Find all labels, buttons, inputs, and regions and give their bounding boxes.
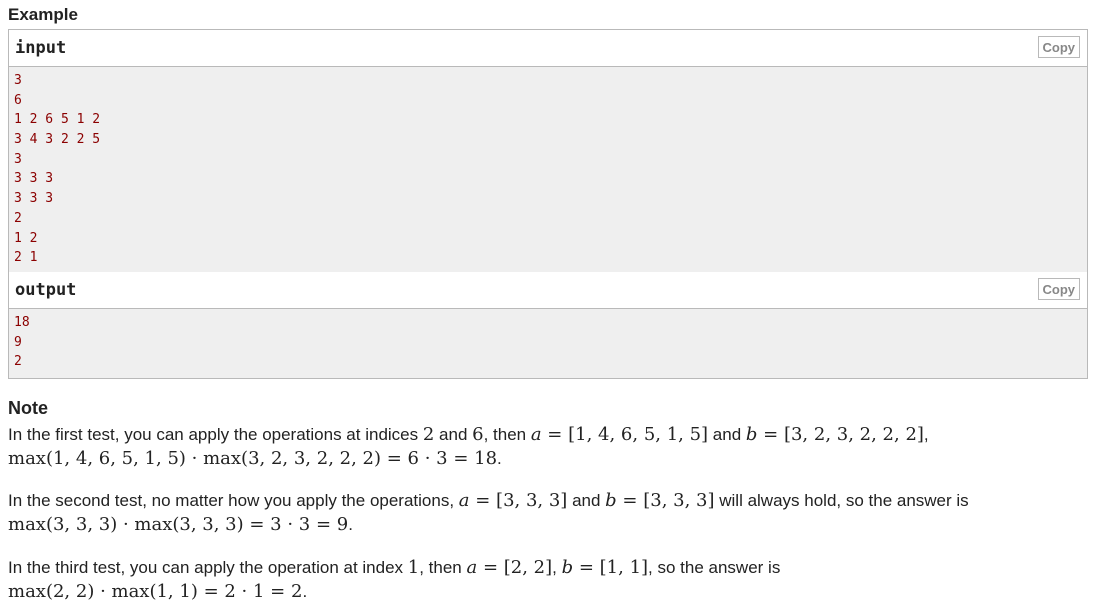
math-value: = [2, 2] [477, 557, 553, 578]
note-p1-line-1 [8, 423, 929, 447]
note-text: In the first test, you can apply the operations at indices [8, 425, 423, 444]
note-text: and [567, 491, 606, 510]
math-value: = [3, 3, 3] [469, 490, 568, 511]
note-text: and [434, 425, 473, 444]
input-line: 6 [14, 92, 22, 108]
note-text: . [302, 582, 308, 601]
note-text: , [552, 558, 562, 577]
input-line: 2 [14, 210, 22, 226]
math-expression: max(3, 3, 3) · max(3, 3, 3) = 3 · 3 = 9 [8, 514, 349, 535]
input-sample-box [8, 29, 1088, 275]
math-variable: a [458, 490, 470, 511]
math-value: = [3, 2, 3, 2, 2, 2] [757, 424, 924, 445]
note-p1-line-2 [8, 447, 929, 471]
note-text: , so the answer is [648, 558, 781, 577]
note-paragraph-2 [8, 489, 969, 537]
copy-output-button[interactable]: Copy [1038, 278, 1081, 300]
output-content [9, 309, 1087, 378]
input-line: 1 2 6 5 1 2 [14, 112, 101, 128]
math-value: = [3, 3, 3] [616, 490, 715, 511]
note-title: Note [8, 398, 48, 418]
math-expression [466, 557, 552, 578]
input-line: 3 [14, 73, 22, 88]
input-line: 2 1 [14, 250, 38, 266]
note-p3-line-2 [8, 580, 780, 604]
input-line: 3 4 3 2 2 5 [14, 132, 101, 148]
math-expression [459, 490, 568, 511]
math-expression [746, 424, 924, 445]
input-line: 3 [14, 151, 22, 167]
note-paragraph-1 [8, 423, 929, 471]
input-line: 1 2 [14, 230, 38, 246]
math-variable: a [530, 424, 542, 445]
math-expression: max(2, 2) · max(1, 1) = 2 · 1 = 2 [8, 581, 303, 602]
output-line: 2 [14, 354, 22, 370]
note-text: and [708, 425, 746, 444]
output-header [9, 272, 1087, 309]
math-variable: a [466, 557, 478, 578]
note-p2-line-1 [8, 489, 969, 513]
output-label: output [15, 280, 77, 300]
math-expression [605, 490, 714, 511]
math-variable: b [745, 424, 758, 445]
note-text: . [348, 515, 353, 534]
output-line: 18 [14, 315, 30, 330]
math-expression [562, 557, 648, 578]
note-text: , then [419, 558, 467, 577]
math-expression: max(1, 4, 6, 5, 1, 5) · max(3, 2, 3, 2, 2, 2) = 6 · 3 = 18 [8, 448, 498, 469]
note-p3-line-1 [8, 556, 780, 580]
math-variable: b [605, 490, 617, 511]
math-value: = [1, 4, 6, 5, 1, 5] [541, 424, 709, 445]
note-text: , [923, 425, 929, 444]
math-expression: 6 [472, 424, 484, 445]
note-paragraph-3 [8, 556, 780, 604]
note-text: , then [483, 425, 531, 444]
input-label: input [15, 38, 67, 58]
note-text: In the third test, you can apply the operation at index [8, 558, 408, 577]
note-text: will always hold, so the answer is [714, 491, 969, 510]
input-content [9, 67, 1087, 274]
input-line: 3 3 3 [14, 191, 54, 207]
example-title: Example [8, 5, 78, 24]
output-line: 9 [14, 334, 22, 350]
output-sample-box [8, 272, 1088, 379]
note-p2-line-2 [8, 513, 969, 537]
copy-input-button[interactable]: Copy [1038, 36, 1081, 58]
note-text: . [497, 449, 502, 468]
math-expression [531, 424, 708, 445]
math-variable: b [561, 557, 574, 578]
math-expression: 2 [422, 424, 435, 445]
math-expression: 1 [407, 557, 420, 578]
input-header [9, 30, 1087, 67]
math-value: = [1, 1] [573, 557, 649, 578]
note-text: In the second test, no matter how you apply the operations, [8, 491, 459, 510]
input-line: 3 3 3 [14, 171, 54, 187]
